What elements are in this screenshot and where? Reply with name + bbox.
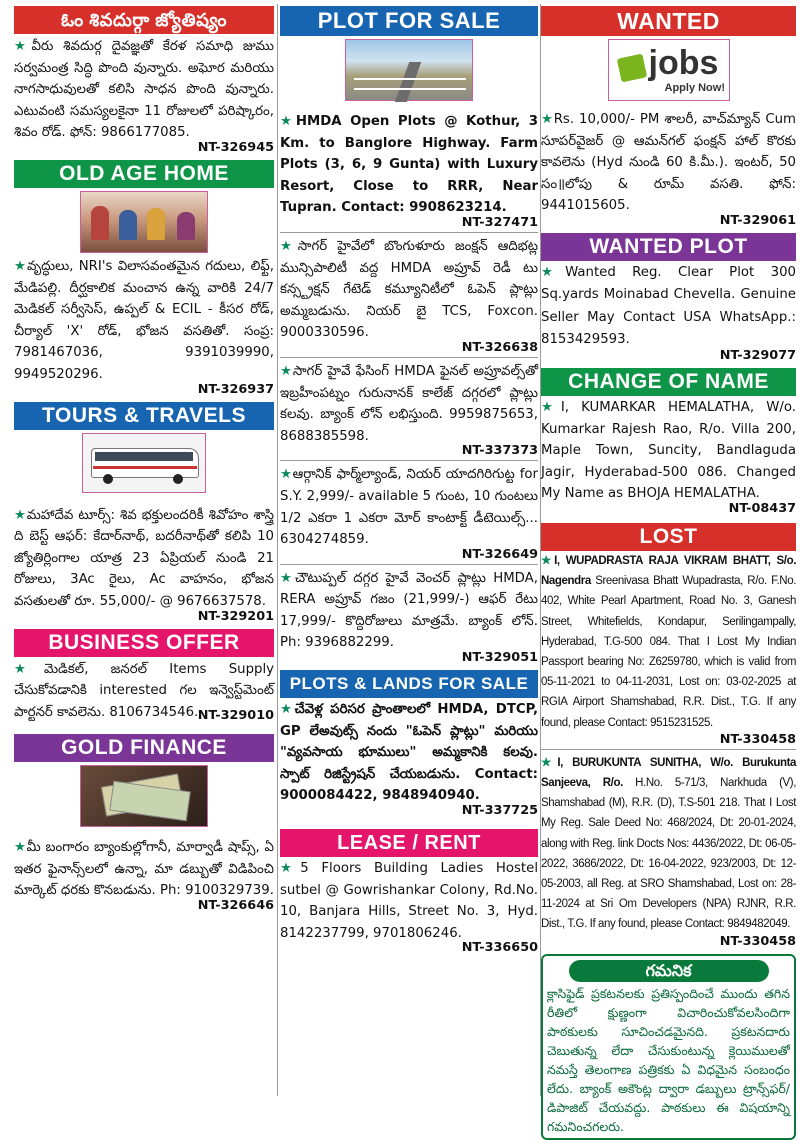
ad-code: NT-326945 — [197, 139, 274, 155]
section-header-jyotisham: ఓం శివదుర్గా జ్యోతిష్యం — [14, 6, 274, 34]
section-header-change-of-name: CHANGE OF NAME — [541, 368, 796, 396]
column-3 — [541, 6, 797, 1134]
star-icon: ★ — [541, 554, 555, 567]
section-header-plot-for-sale: PLOT FOR SALE — [280, 6, 538, 36]
ad-separator — [280, 232, 538, 233]
ad-code: NT-326646 — [197, 898, 274, 914]
star-icon: ★ — [280, 570, 295, 586]
section-header-lease-rent: LEASE / RENT — [280, 829, 538, 857]
star-icon: ★ — [14, 661, 44, 677]
section-header-business-offer: BUSINESS OFFER — [14, 629, 274, 657]
ad-code: NT-329010 — [197, 708, 274, 724]
jobs-logo: jobs Apply Now! — [608, 39, 730, 101]
star-icon: ★ — [280, 238, 298, 254]
ad-plot-for-sale: ★చౌటుప్పల్ దగ్గర హైవే వెంచర్ ప్లాట్లు HMDA, RERA అప్రూవ్ గజం (21,999/-) ఆఫర్ రేటు 17,999/- కొద్దిరోజులు మాత్రమే. బ్యాంక్ లోన్. Ph: 9396882299. — [280, 570, 538, 651]
ad-gold: ★మీ బంగారం బ్యాంకుల్లోగానీ, మార్వాడీ షాప్స్, ఏ ఇతర ఫైనాన్స్‌లలో ఉన్నా, మా డబ్బుతో విడిపించి మార్కెట్ ధరకు కొనబడును. Ph: 9100329739. — [14, 840, 275, 899]
star-icon: ★ — [280, 702, 295, 718]
column-1 — [14, 6, 274, 1096]
section-header-wanted-plot: WANTED PLOT — [541, 233, 796, 261]
ad-business: ★మెడికల్, జనరల్ Items Supply చేసుకోవడానికి interested గల ఇన్వెస్ట్‌మెంట్ పార్టనర్ కావలెను. 8106734546. — [14, 661, 275, 720]
ad-separator — [280, 357, 538, 358]
notice-text: క్లాసిఫైడ్ ప్రకటనలకు ప్రతిస్పందించే ముందు తగిన రీతిలో క్షుణ్ణంగా విచారించుకోవలసిందిగా పాఠకులకు సూచించడమైనది. ప్రకటనదారు చెబుతున్న లేదా చేసుకుంటున్న క్లెయిములతో నమస్తే తెలంగాణ పత్రికకు ఏ విధమైన సంబంధం లేదు. బ్యాంక్ అకౌంట్ల ద్వారా డబ్బులు ట్రాన్స్‌ఫర్/డిపాజిట్ చేయవద్దు. పాఠకులు ఈ విషయాన్ని గమనించగలరు. — [547, 985, 790, 1134]
old-age-home-photo — [80, 191, 208, 253]
reader-notice-box — [541, 954, 796, 1140]
ad-plot-for-sale: ★ఆర్గానిక్ ఫార్మ్‌ల్యాండ్, నియర్ యాదగిరిగుట్ట for S.Y. 2,999/- available 5 గుంట, 10 గుంటలు 1/2 ఎకరా 1 ఎకరా మోర్ కాంటాక్ట్ డీటెయిల్స్... 6304274859. — [280, 467, 539, 548]
ad-separator — [280, 460, 538, 461]
ad-code: NT-330458 — [719, 731, 796, 747]
ad-code: NT-329051 — [461, 650, 538, 666]
ad-code: NT-326649 — [461, 546, 538, 562]
section-header-wanted: WANTED — [541, 6, 796, 36]
bus-photo — [82, 433, 206, 493]
ad-change-name: ★I, KUMARKAR HEMALATHA, W/o. Kumarkar Rajesh Rao, R/o. Villa 200, Maple Town, Suncity, Bandlaguda Jagir, Hyderabad-500 086. Changed My Name as BHOJA HEMALATHA. — [541, 399, 797, 502]
star-icon: ★ — [541, 756, 558, 769]
ad-code: NT-329077 — [719, 347, 796, 363]
ad-code: NT-337373 — [461, 443, 538, 459]
briefcase-icon — [616, 54, 646, 83]
money-photo — [80, 765, 208, 827]
lost-ads-list — [541, 551, 796, 948]
star-icon: ★ — [280, 363, 293, 379]
column-2 — [280, 6, 538, 1096]
ad-plot-for-sale: ★సాగర్ హైవేలో బొంగుళూరు జంక్షన్ ఆదిభట్ల మున్సిపాలిటీ వద్ద HMDA అప్రూవ్ రెడీ టు కన్స్ట్రక్షన్ గేటెడ్ కమ్యూనిటీలో ఓపెన్ ప్లాట్లు అమ్మబడును. నియర్ బై TCS, Foxcon. 9000330596. — [280, 238, 539, 341]
star-icon: ★ — [14, 258, 27, 274]
ad-code: NT-330458 — [719, 933, 796, 949]
ad-code: NT-336650 — [461, 940, 538, 956]
star-icon: ★ — [14, 39, 32, 54]
ad-wanted: ★Rs. 10,000/- PM శాలరీ, వాచ్‌మ్యాన్ Cum సూపర్‌వైజర్ @ ఆమన్‌గల్ ఫంక్షన్ హాల్ కొరకు కావలెను (Hyd నుండి 60 కి.మీ.). ఇంటర్, 50 సం॥లోపు & రూమ్ వసతి. ఫోన్: 9441015605. — [541, 112, 797, 214]
ad-code: NT-08437 — [728, 500, 796, 516]
section-header-tours-travels: TOURS & TRAVELS — [14, 402, 274, 430]
star-icon: ★ — [280, 861, 301, 877]
section-header-lost: LOST — [541, 523, 796, 551]
ad-wanted-plot: ★Wanted Reg. Clear Plot 300 Sq.yards Moinabad Chevella. Genuine Seller May Contact USA WhatsApp.: 8153429593. — [541, 264, 796, 348]
ad-code: NT-337725 — [461, 803, 538, 819]
ad-code: NT-326937 — [197, 381, 274, 397]
section-header-old-age-home: OLD AGE HOME — [14, 160, 274, 188]
column-divider — [277, 4, 278, 1096]
star-icon: ★ — [541, 399, 561, 415]
ad-separator — [280, 564, 538, 565]
ad-old-age-home: ★వృద్ధులు, NRI's విలాసవంతమైన గదులు, లిఫ్ట్, మేడిపల్లి. దీర్ఘకాలిక మంచాన ఉన్న వారికి 24/7 మెడికల్ సర్వీసెస్, ఉప్పల్ & ECIL - కీసర రోడ్, చీర్యాల్ 'X' రోడ్, భోజన వసతితో. సంప్ర: 7981467036, 9391039990, 9949520296. — [14, 258, 274, 382]
ad-lost: ★I, WUPADRASTA RAJA VIKRAM BHATT, S/o. Nagendra Sreenivasa Bhatt Wupadrasta, R/o. F.No. 402, White Pearl Apartment, Road No. 3, Ganesh Street, Whitefields, Kondapur, Serilingampally, Hyderabad, T.G-500 084. That I Lost My Indian Passport bearing No: Z6259780, which is valid from 05-11-2021 to 04-11-2031, Lost on: 03-02-2025 at RGIA Airport Shamshabad, R.R. Dist., T.G. If any found, please Contact: 9515231525. — [541, 554, 796, 729]
ad-code: NT-326638 — [461, 339, 538, 355]
ad-separator — [541, 749, 796, 750]
ad-code: NT-327471 — [461, 214, 538, 230]
star-icon: ★ — [541, 264, 566, 280]
ad-tours: ★మహాదేవ టూర్స్: శివ భక్తులందరికీ శివోహం శాస్త్రి ది బెస్ట్ ఆఫర్: కేదార్‌నాథ్, బదరీనాథ్‌తో కలిపి 10 జ్యోతిర్లింగాల యాత్ర 23 ఏప్రియల్ నుండి 21 రోజులు, 3Ac రైలు, Ac వాహనం, భోజన వసతులతో రూ. 55,000/- @ 9676637578. — [14, 507, 274, 609]
plot-ads-list — [280, 111, 538, 664]
ad-jyotisham: ★వీరు శివదుర్గ దైవజ్ఞతో కేరళ సమాధి జుము సర్వమంత్ర సిద్ధి పొంది వున్నారు. అఘోర మరియు నాగసాధువులతో కలిసి సాధన పొంది వున్నారు. ఎటువంటి సమస్యలకైనా 11 రోజులలో పరిష్కారం, శివం రోడ్. ఫోన్: 9866177085. — [14, 39, 275, 141]
ad-code: NT-329201 — [197, 608, 274, 624]
section-header-gold-finance: GOLD FINANCE — [14, 734, 274, 762]
section-header-plots-lands: PLOTS & LANDS FOR SALE — [280, 670, 538, 698]
star-icon: ★ — [280, 114, 296, 129]
ad-lost: ★I, BURUKUNTA SUNITHA, W/o. Burukunta Sanjeeva, R/o. H.No. 5-71/3, Narkhuda (V), Shamshabad (M), R.R. (D), T.S-501 218. That I Lost My Reg. Sale Deed No: 468/2024, Dt: 20-01-2024, along with Reg. link Docts Nos: 4436/2022, Dt: 06-05-2022, 3686/2022, Dt: 16-04-2022, 923/2003, Dt: 12-05-2003, all Reg. at SRO Shamshabad, Lost on: 28-11-2024 at Sri Om Developers (NPA) RJNR, R.R. Dist., T.G. If any found, please Contact: 9849482049. — [541, 756, 797, 931]
ad-code: NT-329061 — [719, 212, 796, 228]
star-icon: ★ — [14, 840, 27, 856]
plots-photo — [345, 39, 473, 101]
ad-plot-for-sale: ★సాగర్ హైవే ఫేసింగ్ HMDA ఫైనల్ అప్రూవల్స్‌తో ఇబ్రహీంపట్నం గురునానక్ కాలేజ్ దగ్గరలో ప్లాట్లు కలవు. బ్యాంక్ లోన్ లభిస్తుంది. 9959875653, 8688385598. — [280, 363, 538, 444]
ad-plot-for-sale: ★HMDA Open Plots @ Kothur, 3 Km. to Banglore Highway. Farm Plots (3, 6, 9 Gunta) with Luxury Resort, Close to RRR, Near Tupran. Contact: 9908623214. — [280, 114, 538, 216]
star-icon: ★ — [14, 507, 27, 523]
ad-lease: ★5 Floors Building Ladies Hostel sutbel @ Gowrishankar Colony, Rd.No. 10, Banjara Hills, Street No. 3, Hyd. 8142237799, 9701806246. — [280, 861, 539, 941]
star-icon: ★ — [541, 112, 554, 127]
notice-title: గమనిక — [569, 960, 769, 982]
star-icon: ★ — [280, 467, 293, 483]
ad-plots-lands: ★చేవెళ్ల పరిసర ప్రాంతాలలో HMDA, DTCP, GP లేఅవుట్స్ నందు "ఓపెన్ ప్లాట్లు" మరియు "వ్యవసాయ భూములు" అమ్మకానికి కలవు. స్పాట్ రిజిస్ట్రేషన్ చేయబడును. Contact: 9000084422, 9848940940. — [280, 702, 539, 804]
